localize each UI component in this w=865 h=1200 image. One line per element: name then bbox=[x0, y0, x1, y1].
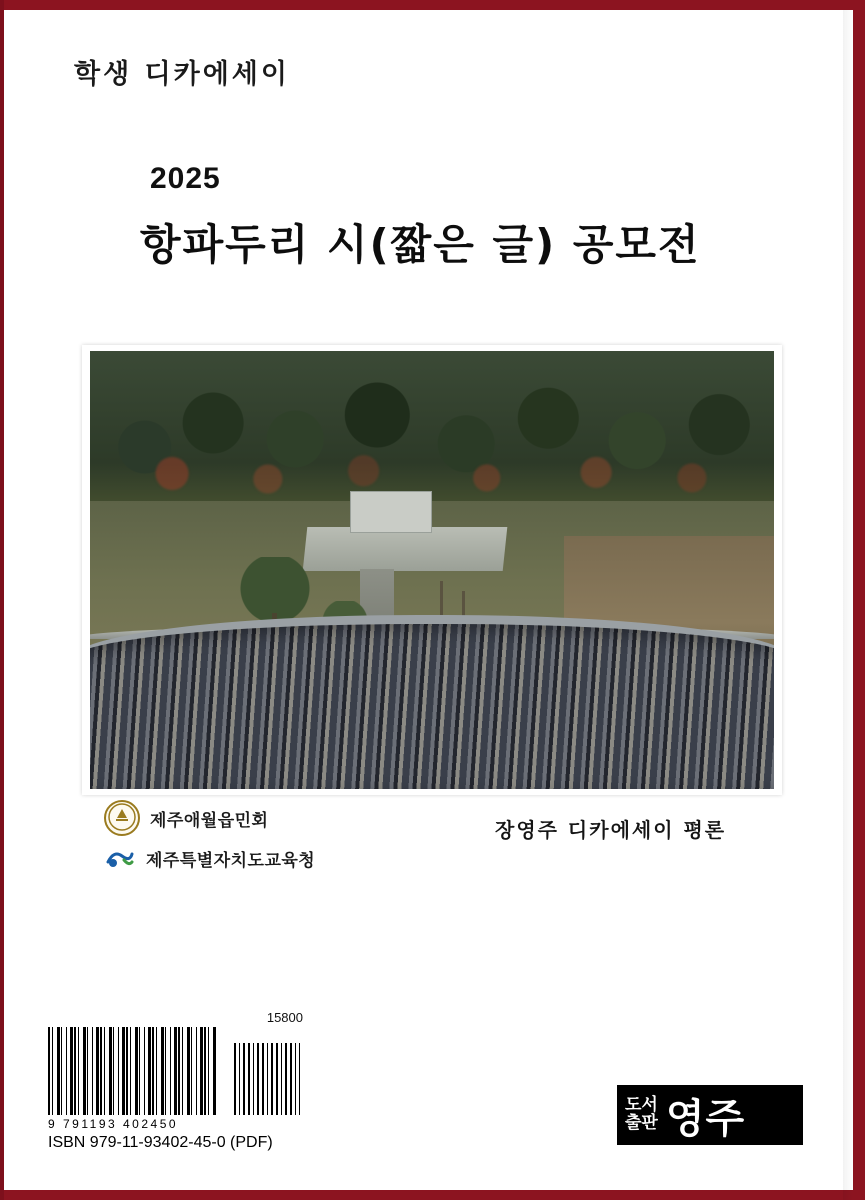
aewol-eupminhoe-logo-icon bbox=[104, 800, 140, 836]
cover-frame-left bbox=[0, 0, 4, 1200]
cover-frame-right bbox=[853, 0, 865, 1200]
cover-frame-top bbox=[0, 0, 865, 10]
jeju-education-office-logo-icon bbox=[104, 842, 136, 874]
isbn-line: ISBN 979-11-93402-45-0 (PDF) bbox=[48, 1134, 273, 1151]
photo-monument bbox=[350, 491, 432, 533]
page-title: 항파두리 시(짧은 글) 공모전 bbox=[140, 220, 701, 269]
barcode-digits: 9 791193 402450 bbox=[48, 1117, 179, 1131]
cover-year: 2025 bbox=[150, 162, 221, 195]
sponsor-name: 제주특별자치도교육청 bbox=[146, 850, 316, 871]
price-code: 15800 bbox=[266, 1010, 303, 1025]
editor-credit: 장영주 디카에세이 평론 bbox=[495, 818, 727, 842]
publisher-prefix bbox=[625, 1097, 658, 1133]
photo-stone-platform bbox=[303, 527, 508, 571]
sponsor-list bbox=[104, 800, 424, 880]
publisher-prefix-line2: 출판 bbox=[625, 1113, 658, 1133]
cover-frame-shade bbox=[843, 10, 853, 1200]
list-item bbox=[104, 800, 424, 836]
barcode-block bbox=[48, 1010, 348, 1152]
list-item bbox=[104, 842, 424, 874]
cover-frame-bottom bbox=[0, 1190, 865, 1200]
publisher-logo bbox=[617, 1085, 803, 1145]
cover-photo-image bbox=[90, 351, 774, 789]
sponsor-name: 제주애월읍민회 bbox=[150, 810, 269, 831]
photo-autumn-foliage bbox=[90, 446, 774, 501]
cover-photo bbox=[82, 345, 782, 795]
publisher-name: 영주 bbox=[665, 1094, 746, 1142]
publisher-prefix-line1: 도서 bbox=[625, 1095, 658, 1116]
barcode-addon bbox=[234, 1043, 300, 1115]
barcode-main bbox=[48, 1027, 216, 1115]
photo-tiled-roof bbox=[90, 615, 774, 789]
series-label: 학생 디카에세이 bbox=[74, 59, 290, 90]
